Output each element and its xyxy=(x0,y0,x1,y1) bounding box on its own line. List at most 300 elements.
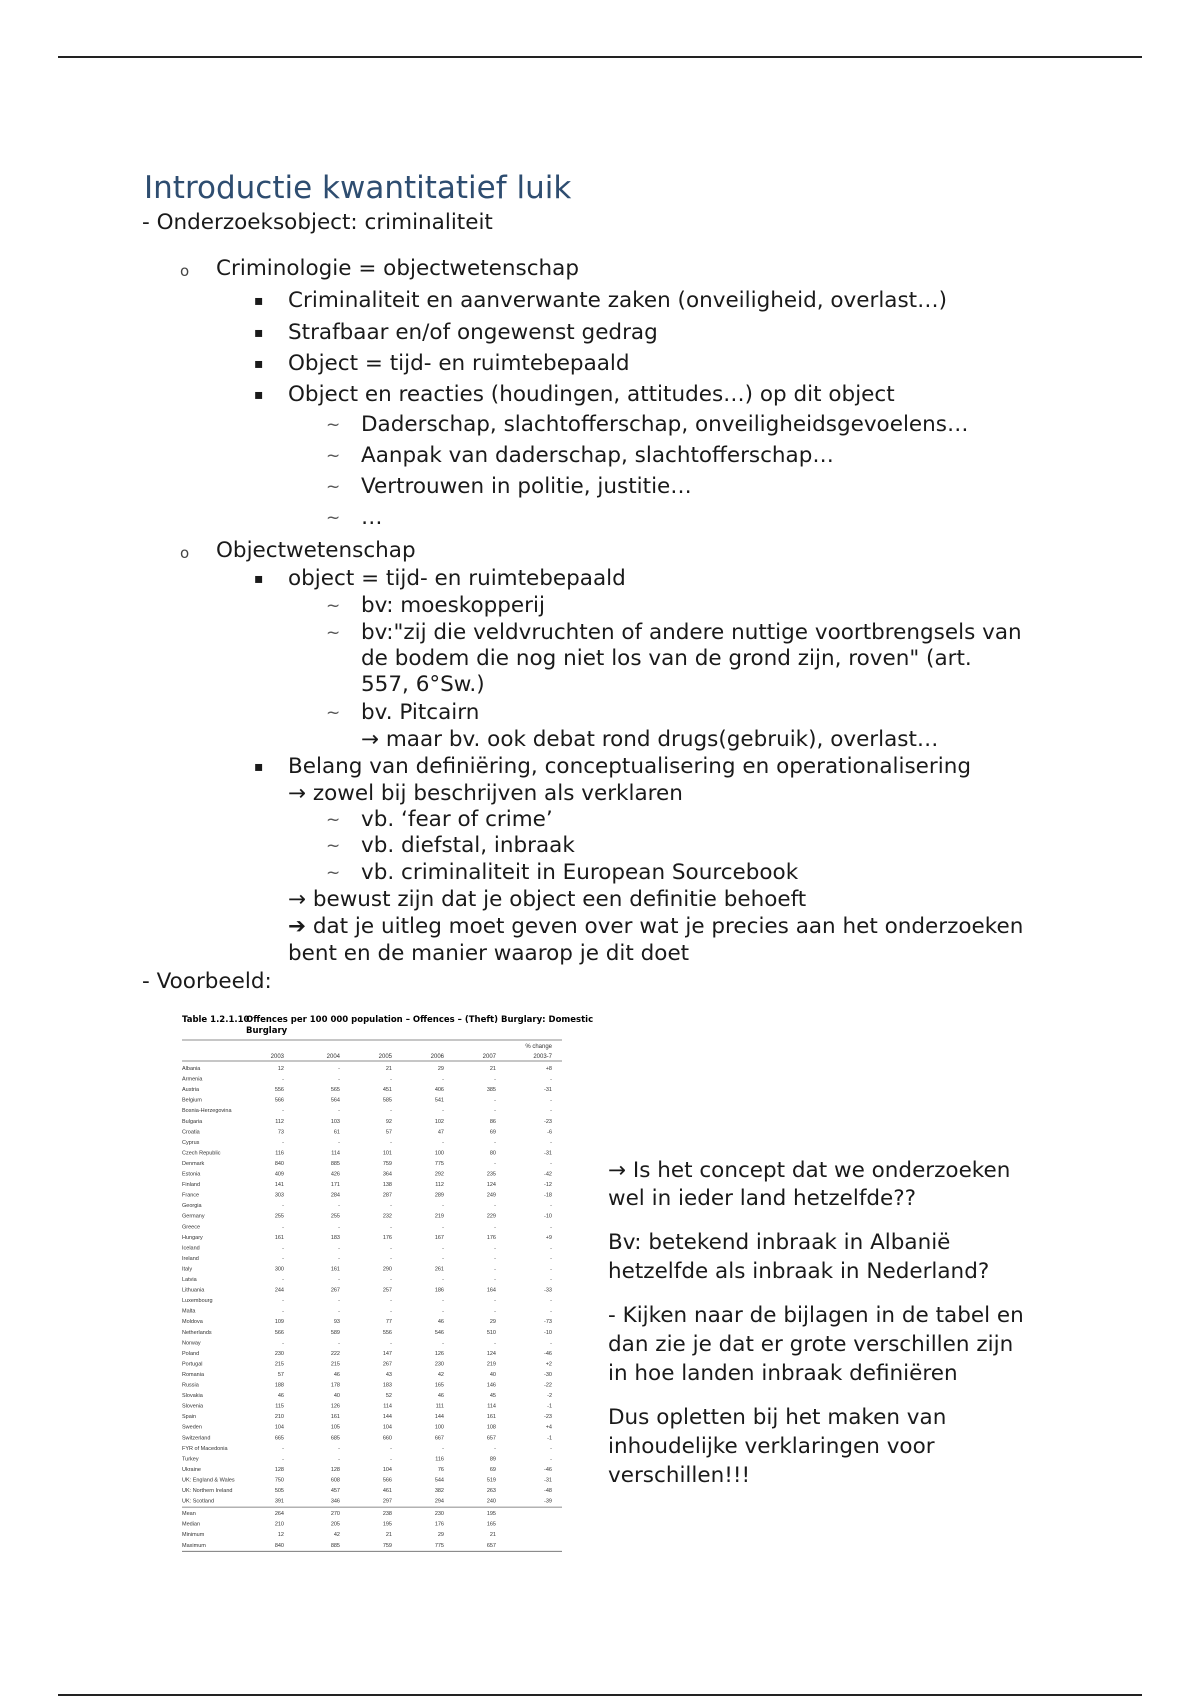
table-cell: +8 xyxy=(545,1066,552,1072)
table-cell: 240 xyxy=(486,1498,496,1505)
table-cell: 222 xyxy=(330,1350,340,1357)
example-label: - Voorbeeld: xyxy=(142,969,272,994)
table-row-country: Slovakia xyxy=(182,1393,203,1400)
table-row-country: Belgium xyxy=(182,1097,202,1104)
table-row-country: FYR of Macedonia xyxy=(182,1445,228,1452)
table-cell: 426 xyxy=(330,1171,340,1178)
table-cell: - xyxy=(338,1108,340,1115)
table-cell: -10 xyxy=(544,1213,552,1220)
table-cell: -6 xyxy=(547,1129,552,1136)
tilde-bullet-icon: ~ xyxy=(326,477,341,497)
table-cell: - xyxy=(442,1255,444,1262)
table-cell: -22 xyxy=(544,1382,552,1389)
table-cell: - xyxy=(550,1308,552,1315)
table-cell: - xyxy=(338,1255,340,1262)
column-header: 2003-7 xyxy=(533,1054,552,1060)
table-row-country: Italy xyxy=(182,1266,193,1273)
table-cell: 114 xyxy=(383,1403,392,1410)
table-cell: 108 xyxy=(486,1424,496,1431)
table-cell: - xyxy=(494,1277,496,1283)
table-cell: - xyxy=(494,1076,496,1083)
tilde-bullet-icon: ~ xyxy=(326,836,341,856)
top-rule xyxy=(58,56,1142,58)
table-summary-cell: 238 xyxy=(382,1511,392,1518)
table-cell: 104 xyxy=(274,1424,284,1431)
table-cell: 461 xyxy=(382,1488,392,1494)
table-summary-cell: 42 xyxy=(333,1532,340,1539)
table-cell: -2 xyxy=(547,1393,552,1400)
table-cell: 457 xyxy=(330,1488,340,1494)
table-cell: 188 xyxy=(274,1382,284,1389)
table-row-country: UK: Northern Ireland xyxy=(182,1488,233,1494)
table-cell: 186 xyxy=(434,1287,444,1294)
table-cell: - xyxy=(550,1340,552,1347)
table-cell: 128 xyxy=(274,1466,284,1473)
table-row-country: Romania xyxy=(182,1371,205,1378)
table-cell: 176 xyxy=(382,1234,392,1241)
table-cell: - xyxy=(338,1277,340,1283)
table-cell: 171 xyxy=(330,1182,340,1189)
table-cell: +2 xyxy=(545,1361,552,1368)
table-cell: - xyxy=(338,1076,340,1083)
table-row-country: Albania xyxy=(182,1066,201,1072)
table-cell: 382 xyxy=(434,1488,444,1494)
list-item: Object = tijd- en ruimtebepaald xyxy=(288,351,630,376)
table-cell: 556 xyxy=(382,1329,392,1336)
table-summary-cell: 775 xyxy=(434,1542,444,1549)
table-cell: +4 xyxy=(545,1424,552,1431)
table-cell: - xyxy=(390,1298,392,1305)
list-subitem: vb. diefstal, inbraak xyxy=(361,833,575,858)
table-cell: - xyxy=(282,1203,284,1210)
sourcebook-table-figure xyxy=(182,1012,594,1549)
circle-bullet-icon: o xyxy=(180,262,190,280)
table-cell: 541 xyxy=(434,1097,444,1104)
conclusion-note-line: inhoudelijke verklaringen voor xyxy=(608,1434,935,1459)
table-cell: 89 xyxy=(489,1456,496,1463)
table-cell: 289 xyxy=(434,1192,444,1199)
table-row-country: Finland xyxy=(182,1182,201,1189)
table-cell: 77 xyxy=(385,1319,392,1326)
list-subitem: vb. criminaliteit in European Sourcebook xyxy=(361,860,799,885)
table-cell: 57 xyxy=(385,1129,392,1136)
page-title: Introductie kwantitatief luik xyxy=(144,170,572,206)
table-cell: 147 xyxy=(382,1350,392,1357)
table-cell: - xyxy=(550,1266,552,1273)
table-cell: 556 xyxy=(274,1087,284,1094)
table-cell: 12 xyxy=(277,1066,284,1072)
table-cell: - xyxy=(442,1139,444,1146)
table-cell: 544 xyxy=(434,1477,444,1484)
table-cell: 111 xyxy=(435,1403,444,1410)
table-cell: - xyxy=(282,1340,284,1347)
table-cell: 585 xyxy=(382,1097,392,1104)
table-summary-cell: 195 xyxy=(382,1521,392,1528)
table-cell: 46 xyxy=(437,1319,444,1326)
table-cell: 230 xyxy=(274,1350,284,1357)
table-cell: 219 xyxy=(434,1213,444,1220)
observation-line: dan zie je dat er grote verschillen zijn xyxy=(608,1332,1014,1357)
square-bullet-icon: ▪ xyxy=(254,387,264,403)
table-row-country: Georgia xyxy=(182,1203,202,1210)
table-row-country: Portugal xyxy=(182,1361,203,1368)
table-cell: - xyxy=(550,1445,552,1452)
table-cell: - xyxy=(282,1224,284,1231)
table-cell: 564 xyxy=(330,1097,340,1104)
table-row-country: Moldova xyxy=(182,1319,203,1326)
table-cell: 80 xyxy=(489,1150,496,1157)
table-cell: 230 xyxy=(434,1361,444,1368)
column-header: 2005 xyxy=(378,1054,392,1060)
table-row-country: Norway xyxy=(182,1340,201,1347)
table-cell: 840 xyxy=(274,1160,284,1167)
circle-bullet-icon: o xyxy=(180,544,190,562)
table-cell: 161 xyxy=(274,1234,284,1241)
square-bullet-icon: ▪ xyxy=(254,759,264,775)
table-row-country: Lithuania xyxy=(182,1287,205,1294)
table-cell: 364 xyxy=(382,1171,392,1178)
section2-title: Objectwetenschap xyxy=(216,538,416,563)
table-cell: -30 xyxy=(544,1371,552,1378)
table-cell: 292 xyxy=(434,1171,444,1178)
table-cell: 73 xyxy=(277,1129,284,1136)
table-row-country: Spain xyxy=(182,1414,197,1421)
square-bullet-icon: ▪ xyxy=(254,293,264,309)
table-cell: 608 xyxy=(330,1477,340,1484)
table-cell: - xyxy=(338,1298,340,1305)
table-cell: -39 xyxy=(544,1498,552,1505)
column-header: 2004 xyxy=(326,1054,340,1060)
table-cell: 297 xyxy=(382,1498,392,1505)
table-cell: 40 xyxy=(489,1371,496,1378)
table-cell: - xyxy=(390,1108,392,1115)
table-cell: - xyxy=(494,1445,496,1452)
table-cell: 69 xyxy=(489,1466,496,1473)
table-cell: 750 xyxy=(274,1477,284,1484)
table-cell: -31 xyxy=(544,1150,552,1157)
table-cell: 86 xyxy=(489,1118,496,1125)
table-row-country: Armenia xyxy=(182,1076,203,1083)
table-cell: -18 xyxy=(544,1192,552,1199)
table-row-country: Bulgaria xyxy=(182,1118,203,1125)
table-cell: 46 xyxy=(333,1371,340,1378)
table-row-country: France xyxy=(182,1192,200,1199)
table-row-country: Slovenia xyxy=(182,1403,204,1410)
table-cell: 161 xyxy=(330,1266,340,1273)
example-question-line: Bv: betekend inbraak in Albanië xyxy=(608,1230,951,1255)
table-cell: - xyxy=(442,1203,444,1210)
table-cell: 128 xyxy=(330,1466,340,1473)
table-summary-cell: 230 xyxy=(434,1511,444,1518)
table-cell: 100 xyxy=(434,1424,444,1431)
table-cell: - xyxy=(442,1076,444,1083)
list-subitem: bv: moeskopperij xyxy=(361,593,545,618)
table-cell: 759 xyxy=(382,1160,392,1167)
table-cell: 409 xyxy=(274,1171,284,1178)
table-summary-cell: 29 xyxy=(437,1532,444,1539)
table-cell: - xyxy=(494,1224,496,1231)
table-cell: - xyxy=(494,1266,496,1273)
table-cell: 45 xyxy=(489,1393,496,1400)
table-row-country: Czech Republic xyxy=(182,1150,221,1157)
table-cell: 46 xyxy=(437,1393,444,1400)
arrow-note: → maar bv. ook debat rond drugs(gebruik), overlast… xyxy=(361,727,939,752)
table-cell: 57 xyxy=(277,1371,284,1378)
table-cell: 46 xyxy=(277,1393,284,1400)
list-subitem-continued: de bodem die nog niet los van de grond zijn, roven" (art. xyxy=(361,646,972,671)
table-cell: - xyxy=(282,1108,284,1115)
table-cell: 566 xyxy=(382,1477,392,1484)
table-cell: 141 xyxy=(274,1182,284,1189)
table-cell: 235 xyxy=(486,1171,496,1178)
table-cell: 261 xyxy=(434,1266,444,1273)
table-cell: 109 xyxy=(274,1319,284,1326)
table-cell: -1 xyxy=(547,1435,552,1442)
section1-title: Criminologie = objectwetenschap xyxy=(216,256,580,281)
table-cell: 519 xyxy=(486,1477,496,1484)
arrow-note: → zowel bij beschrijven als verklaren xyxy=(288,781,683,806)
table-cell: 685 xyxy=(330,1435,340,1442)
table-cell: 61 xyxy=(333,1129,340,1136)
table-summary-cell: 195 xyxy=(486,1511,496,1518)
table-cell: 126 xyxy=(434,1350,444,1357)
table-cell: 114 xyxy=(487,1403,496,1410)
table-figure-svg xyxy=(182,1012,594,1549)
table-row-country: Bosnia-Herzegovina xyxy=(182,1108,232,1115)
conclusion-note-line: verschillen!!! xyxy=(608,1463,751,1488)
table-cell: 40 xyxy=(333,1393,340,1400)
table-cell: 215 xyxy=(274,1361,284,1368)
table-cell: - xyxy=(390,1308,392,1315)
table-summary-cell: 21 xyxy=(489,1532,496,1539)
tilde-bullet-icon: ~ xyxy=(326,703,341,723)
table-cell: -33 xyxy=(544,1287,552,1294)
conclusion-line: → bewust zijn dat je object een definitie behoeft xyxy=(288,887,807,912)
conclusion-line: ➔ dat je uitleg moet geven over wat je precies aan het onderzoeken xyxy=(288,914,1024,939)
table-cell: - xyxy=(282,1139,284,1146)
table-cell: - xyxy=(550,1255,552,1262)
table-row-country: Turkey xyxy=(182,1456,199,1463)
table-cell: 300 xyxy=(274,1266,284,1273)
table-cell: -48 xyxy=(544,1488,552,1494)
table-row-country: Russia xyxy=(182,1382,199,1389)
table-cell: - xyxy=(494,1108,496,1115)
table-row-country: Croatia xyxy=(182,1129,200,1136)
table-cell: - xyxy=(550,1456,552,1463)
table-cell: -46 xyxy=(544,1466,552,1473)
table-cell: - xyxy=(550,1203,552,1210)
list-item: Belang van definiëring, conceptualisering en operationalisering xyxy=(288,754,971,779)
table-summary-label: Minimum xyxy=(182,1532,205,1539)
table-cell: 146 xyxy=(486,1382,496,1389)
table-cell: 47 xyxy=(437,1129,444,1136)
table-cell: 657 xyxy=(486,1435,496,1442)
list-subitem: vb. ‘fear of crime’ xyxy=(361,807,553,832)
table-cell: 114 xyxy=(331,1150,340,1157)
table-cell: 167 xyxy=(434,1234,444,1241)
column-header: 2003 xyxy=(270,1054,284,1060)
table-summary-label: Maximum xyxy=(182,1542,206,1549)
table-cell: - xyxy=(550,1298,552,1305)
table-row-country: UK: England & Wales xyxy=(182,1477,235,1484)
column-header: % change xyxy=(525,1044,552,1050)
table-cell: - xyxy=(338,1456,340,1463)
table-cell: - xyxy=(494,1097,496,1104)
table-cell: 566 xyxy=(274,1097,284,1104)
table-cell: 103 xyxy=(330,1118,340,1125)
table-cell: - xyxy=(550,1076,552,1083)
table-cell: 165 xyxy=(434,1382,444,1389)
table-summary-cell: 205 xyxy=(330,1521,340,1528)
table-cell: - xyxy=(494,1340,496,1347)
table-cell: -1 xyxy=(547,1403,552,1410)
column-header: 2007 xyxy=(482,1054,496,1060)
table-cell: - xyxy=(390,1340,392,1347)
table-cell: 267 xyxy=(330,1287,340,1294)
table-cell: 219 xyxy=(486,1361,496,1368)
table-cell: - xyxy=(494,1139,496,1146)
table-cell: - xyxy=(442,1108,444,1115)
table-cell: -46 xyxy=(544,1350,552,1357)
table-summary-cell: 759 xyxy=(382,1542,392,1549)
table-cell: - xyxy=(338,1139,340,1146)
question-line: wel in ieder land hetzelfde?? xyxy=(608,1186,917,1211)
table-cell: 249 xyxy=(486,1192,496,1199)
table-cell: - xyxy=(338,1340,340,1347)
table-cell: - xyxy=(338,1066,340,1072)
list-subitem: Vertrouwen in politie, justitie… xyxy=(361,474,692,499)
table-cell: 660 xyxy=(382,1435,392,1442)
table-title-line1: Offences per 100 000 population – Offences – (Theft) Burglary: Domestic xyxy=(246,1015,594,1025)
table-cell: 116 xyxy=(275,1150,284,1157)
table-cell: - xyxy=(550,1245,552,1252)
table-cell: 144 xyxy=(434,1414,444,1421)
table-cell: 124 xyxy=(486,1182,496,1189)
table-cell: 183 xyxy=(330,1234,340,1241)
list-subitem: bv. Pitcairn xyxy=(361,700,480,725)
table-row-country: Germany xyxy=(182,1213,205,1220)
table-cell: 101 xyxy=(382,1150,392,1157)
table-cell: 510 xyxy=(486,1329,496,1336)
table-cell: - xyxy=(442,1224,444,1231)
table-cell: 385 xyxy=(486,1087,496,1094)
table-cell: - xyxy=(494,1298,496,1305)
table-row-country: Ireland xyxy=(182,1255,199,1262)
table-cell: - xyxy=(338,1203,340,1210)
table-cell: 287 xyxy=(382,1192,392,1199)
table-cell: 21 xyxy=(489,1066,496,1072)
list-subitem: bv:"zij die veldvruchten of andere nuttige voortbrengsels van xyxy=(361,620,1022,645)
table-row-country: Netherlands xyxy=(182,1329,212,1336)
table-cell: 138 xyxy=(382,1182,392,1189)
table-cell: -31 xyxy=(544,1477,552,1484)
table-cell: 255 xyxy=(274,1213,284,1220)
table-cell: -42 xyxy=(544,1171,552,1178)
table-cell: - xyxy=(494,1203,496,1210)
table-cell: 263 xyxy=(486,1488,496,1494)
table-row-country: Malta xyxy=(182,1308,196,1315)
table-row-country: Denmark xyxy=(182,1160,205,1167)
list-subitem-continued: 557, 6°Sw.) xyxy=(361,672,485,697)
table-cell: - xyxy=(282,1076,284,1083)
table-cell: 29 xyxy=(437,1066,444,1072)
observation-line: in hoe landen inbraak definiëren xyxy=(608,1361,958,1386)
table-cell: 176 xyxy=(486,1234,496,1241)
table-cell: 43 xyxy=(385,1371,392,1378)
table-summary-label: Median xyxy=(182,1521,201,1528)
table-cell: - xyxy=(550,1139,552,1146)
table-cell: - xyxy=(550,1277,552,1283)
table-row-country: Hungary xyxy=(182,1234,203,1241)
table-cell: 93 xyxy=(333,1319,340,1326)
observation-line: - Kijken naar de bijlagen in de tabel en xyxy=(608,1303,1024,1328)
table-cell: 42 xyxy=(437,1371,444,1378)
table-summary-label: Mean xyxy=(182,1511,196,1518)
table-row-country: Luxembourg xyxy=(182,1298,213,1305)
tilde-bullet-icon: ~ xyxy=(326,446,341,466)
table-cell: - xyxy=(390,1255,392,1262)
table-summary-cell: 270 xyxy=(330,1511,340,1518)
table-cell: -10 xyxy=(544,1329,552,1336)
table-cell: - xyxy=(282,1456,284,1463)
table-cell: 565 xyxy=(330,1087,340,1094)
list-subitem: … xyxy=(361,505,383,530)
table-cell: 391 xyxy=(274,1498,284,1505)
table-cell: 29 xyxy=(489,1319,496,1326)
tilde-bullet-icon: ~ xyxy=(326,596,341,616)
table-cell: - xyxy=(494,1255,496,1262)
tilde-bullet-icon: ~ xyxy=(326,863,341,883)
table-cell: 346 xyxy=(330,1498,340,1505)
table-summary-cell: 21 xyxy=(385,1532,392,1539)
table-cell: -12 xyxy=(544,1182,552,1189)
table-cell: - xyxy=(550,1224,552,1231)
square-bullet-icon: ▪ xyxy=(254,325,264,341)
table-cell: - xyxy=(282,1298,284,1305)
table-cell: - xyxy=(550,1097,552,1104)
list-item: Criminaliteit en aanverwante zaken (onveiligheid, overlast…) xyxy=(288,288,947,313)
table-row-country: Greece xyxy=(182,1224,201,1231)
table-row-country: Poland xyxy=(182,1350,200,1357)
table-cell: 451 xyxy=(382,1087,392,1094)
table-cell: 116 xyxy=(435,1456,444,1463)
table-cell: - xyxy=(282,1277,284,1283)
table-cell: - xyxy=(282,1445,284,1452)
table-cell: - xyxy=(390,1277,392,1283)
table-cell: 232 xyxy=(382,1213,392,1220)
table-cell: 126 xyxy=(330,1403,340,1410)
table-cell: 183 xyxy=(382,1382,392,1389)
list-item: Strafbaar en/of ongewenst gedrag xyxy=(288,320,658,345)
table-cell: - xyxy=(442,1445,444,1452)
table-cell: 144 xyxy=(382,1414,392,1421)
table-cell: - xyxy=(282,1308,284,1315)
table-cell: 229 xyxy=(486,1213,496,1220)
table-row-country: Austria xyxy=(182,1087,200,1094)
table-cell: 406 xyxy=(434,1087,444,1094)
table-row-country: Switzerland xyxy=(182,1435,211,1442)
table-cell: - xyxy=(494,1308,496,1315)
table-cell: - xyxy=(390,1203,392,1210)
table-summary-cell: 210 xyxy=(274,1521,284,1528)
table-cell: - xyxy=(442,1298,444,1305)
table-cell: - xyxy=(390,1456,392,1463)
table-cell: - xyxy=(390,1076,392,1083)
table-row-country: Sweden xyxy=(182,1424,202,1431)
table-cell: 161 xyxy=(486,1414,496,1421)
example-question-line: hetzelfde als inbraak in Nederland? xyxy=(608,1259,990,1284)
table-cell: - xyxy=(390,1245,392,1252)
